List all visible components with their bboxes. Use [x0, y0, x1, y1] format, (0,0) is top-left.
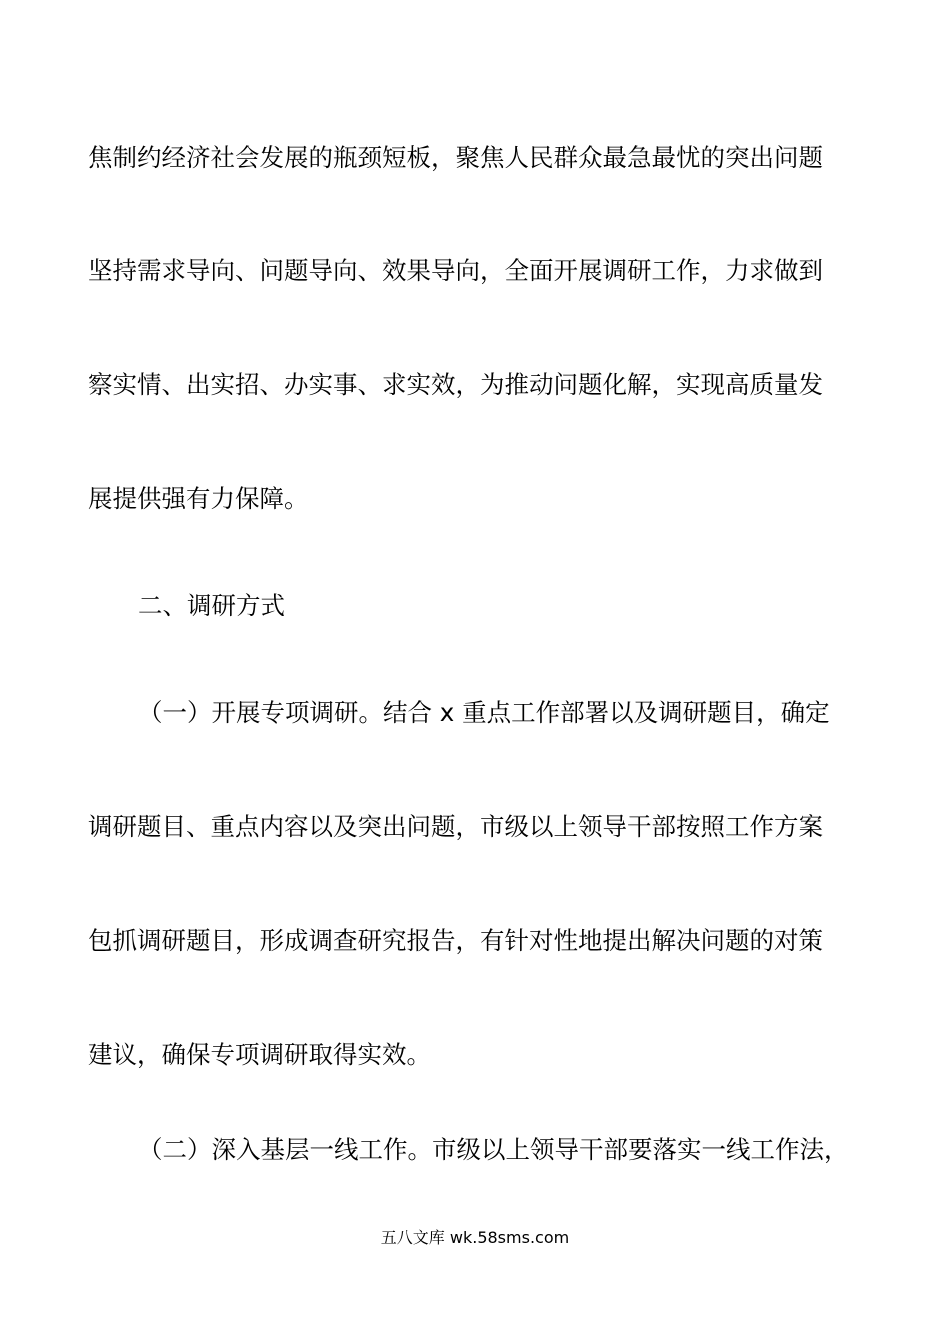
- paragraph-line: 建议，确保专项调研取得实效。: [88, 1040, 431, 1069]
- section-heading: 二、调研方式: [138, 591, 285, 620]
- paragraph-line: 焦制约经济社会发展的瓶颈短板，聚焦人民群众最急最忧的突出问题: [88, 143, 823, 172]
- paragraph-line: 展提供强有力保障。: [88, 484, 309, 513]
- paragraph-line: （一）开展专项调研。结合 x 重点工作部署以及调研题目，确定: [138, 698, 830, 727]
- paragraph-line: 坚持需求导向、问题导向、效果导向，全面开展调研工作，力求做到: [88, 256, 823, 285]
- paragraph-line: （二）深入基层一线工作。市级以上领导干部要落实一线工作法，: [138, 1135, 849, 1164]
- paragraph-line: 包抓调研题目，形成调查研究报告，有针对性地提出解决问题的对策: [88, 926, 823, 955]
- footer-watermark: 五八文库 wk.58sms.com: [380, 1228, 570, 1247]
- paragraph-line: 察实情、出实招、办实事、求实效，为推动问题化解，实现高质量发: [88, 370, 823, 399]
- paragraph-line: 调研题目、重点内容以及突出问题，市级以上领导干部按照工作方案: [88, 812, 823, 841]
